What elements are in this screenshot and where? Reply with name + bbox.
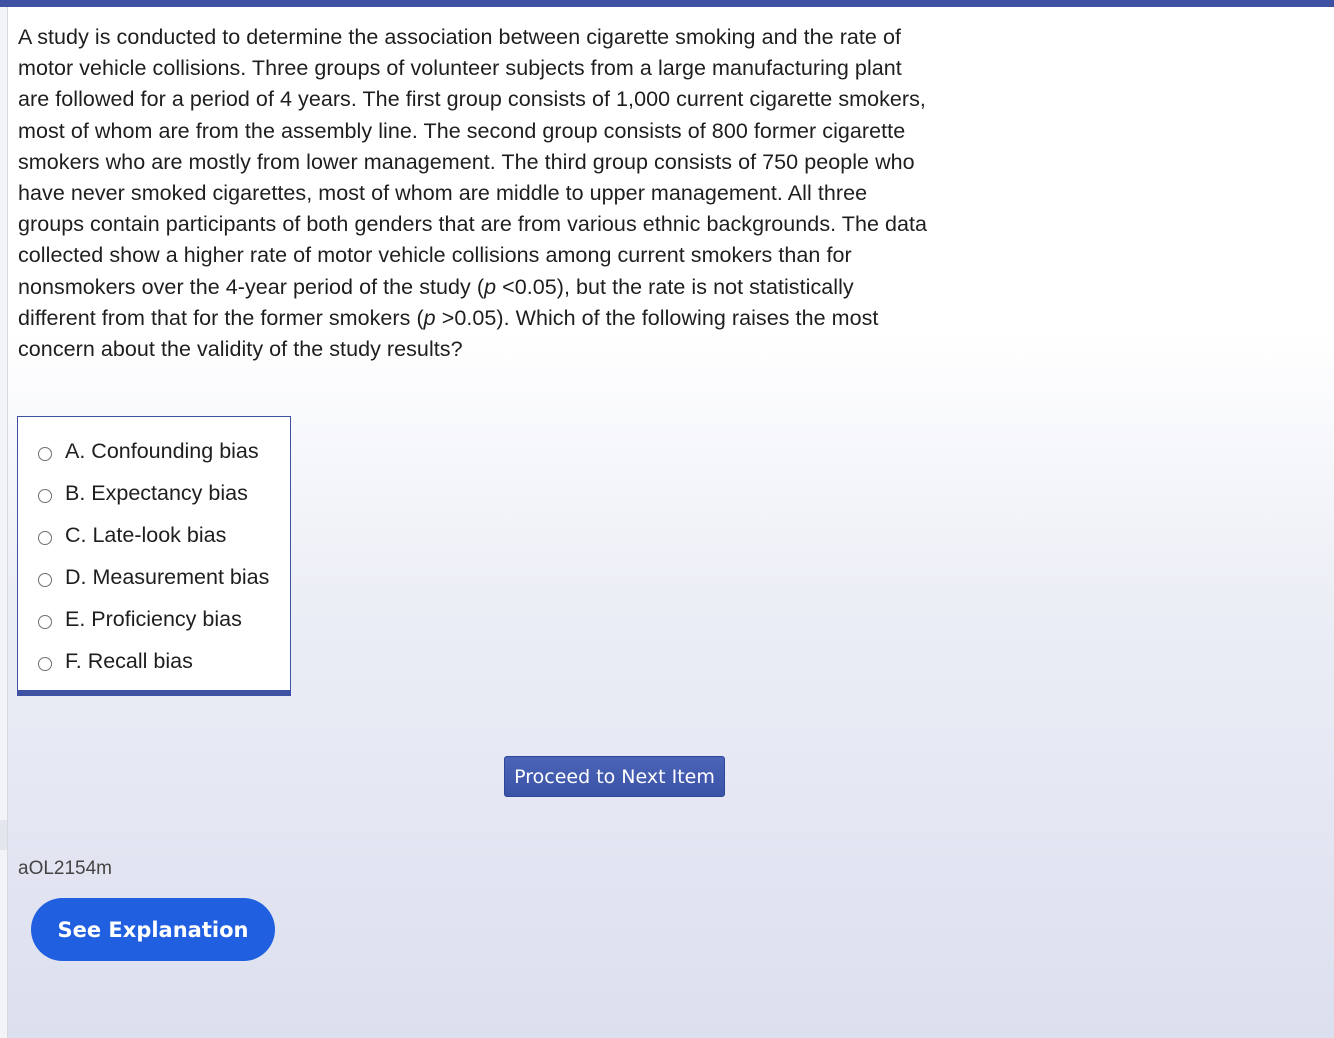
answer-choice-c[interactable] [18,514,290,556]
p-value-symbol: p [423,305,436,330]
question-stem [18,22,928,365]
question-text-3: >0.05). Which of the following raises the most concern about the validity of the study results? [18,305,879,362]
choice-label: E. Proficiency bias [65,606,242,631]
choice-label: A. Confounding bias [65,438,259,463]
choice-label: D. Measurement bias [65,564,270,589]
answer-choice-b[interactable] [18,472,290,514]
left-panel-edge [0,7,8,1038]
radio-button-icon[interactable] [38,657,52,671]
proceed-next-item-button[interactable]: Proceed to Next Item [504,756,725,797]
item-id: aOL2154m [18,858,113,879]
p-value-symbol: p [484,274,497,299]
radio-button-icon[interactable] [38,489,52,503]
choice-label: C. Late-look bias [65,522,227,547]
question-text-2: <0.05), but the rate is not statistically different from that for the former smokers ( [18,274,854,330]
radio-button-icon[interactable] [38,447,52,461]
top-accent-bar [0,0,1334,7]
radio-button-icon[interactable] [38,573,52,587]
answer-choices [17,416,291,696]
choice-label: F. Recall bias [65,648,193,673]
answer-choice-e[interactable] [18,598,290,640]
answer-choice-d[interactable] [18,556,290,598]
choice-label: B. Expectancy bias [65,480,248,505]
answer-choice-f[interactable] [18,640,290,682]
radio-button-icon[interactable] [38,615,52,629]
question-text-1: A study is conducted to determine the association between cigarette smoking and the rate of motor vehicle collisions. Three groups of volunteer subjects from a large manufacturing plant are followed for a period of 4 years. The first group consists of 1,000 current cigarette smokers, most of whom are from the assembly line. The second group consists of 800 former cigarette smokers who are mostly from lower management. The third group consists of 750 people who have never smoked cigarettes, most of whom are middle to upper management. All three groups contain participants of both genders that are from various ethnic backgrounds. The data collected show a higher rate of motor vehicle collisions among current smokers than for nonsmokers over the 4-year period of the study ( [18,25,928,299]
left-panel-notch [0,820,7,850]
radio-button-icon[interactable] [38,531,52,545]
answer-choice-a[interactable] [18,430,290,472]
see-explanation-button[interactable]: See Explanation [31,898,275,961]
